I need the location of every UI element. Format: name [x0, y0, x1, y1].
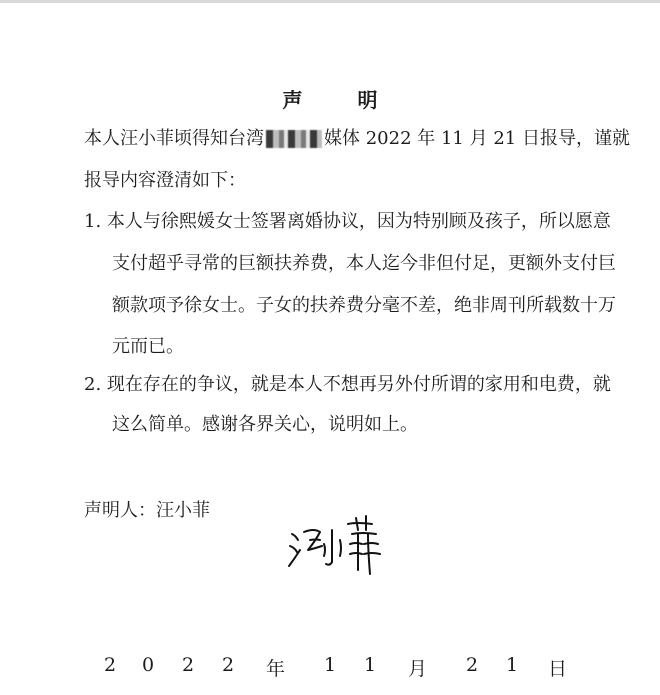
intro-line-1: [84, 128, 630, 150]
date-char: 1: [324, 654, 337, 676]
item-1-line-1: 1. 本人与徐熙媛女士签署离婚协议，因为特别顾及孩子，所以愿意: [84, 211, 611, 232]
redacted-media-name: [266, 130, 322, 148]
date-char: 2: [104, 654, 117, 676]
date-line: [0, 654, 660, 678]
date-day-char: 日: [548, 658, 568, 680]
intro-text-end: 媒体 2022 年 11 月 21 日报导，谨就: [324, 128, 630, 149]
date-char: 0: [142, 654, 155, 676]
handwritten-signature: [286, 510, 386, 580]
item-2-line-1: 2. 现在存在的争议，就是本人不想再另外付所谓的家用和电费，就: [84, 374, 611, 395]
date-year-char: 年: [266, 658, 286, 680]
date-char: 2: [182, 654, 195, 676]
declarant-label: 声明人：汪小菲: [84, 500, 210, 521]
date-month-char: 月: [408, 658, 428, 680]
item-2-line-2: 这么简单。感谢各界关心，说明如上。: [112, 414, 418, 435]
item-1-line-2: 支付超乎寻常的巨额扶养费，本人迄今非但付足，更额外支付巨: [112, 253, 616, 274]
date-char: 1: [364, 654, 377, 676]
item-1-line-4: 元而已。: [112, 336, 184, 357]
top-border: [0, 0, 660, 3]
date-char: 2: [466, 654, 479, 676]
date-char: 2: [222, 654, 235, 676]
document-title: 声 明: [282, 88, 402, 112]
date-char: 1: [506, 654, 519, 676]
intro-text-start: 本人汪小菲顷得知台湾: [84, 128, 264, 149]
item-1-line-3: 额款项予徐女士。子女的扶养费分毫不差，绝非周刊所载数十万: [112, 295, 616, 316]
intro-line-2: 报导内容澄清如下：: [84, 170, 246, 191]
